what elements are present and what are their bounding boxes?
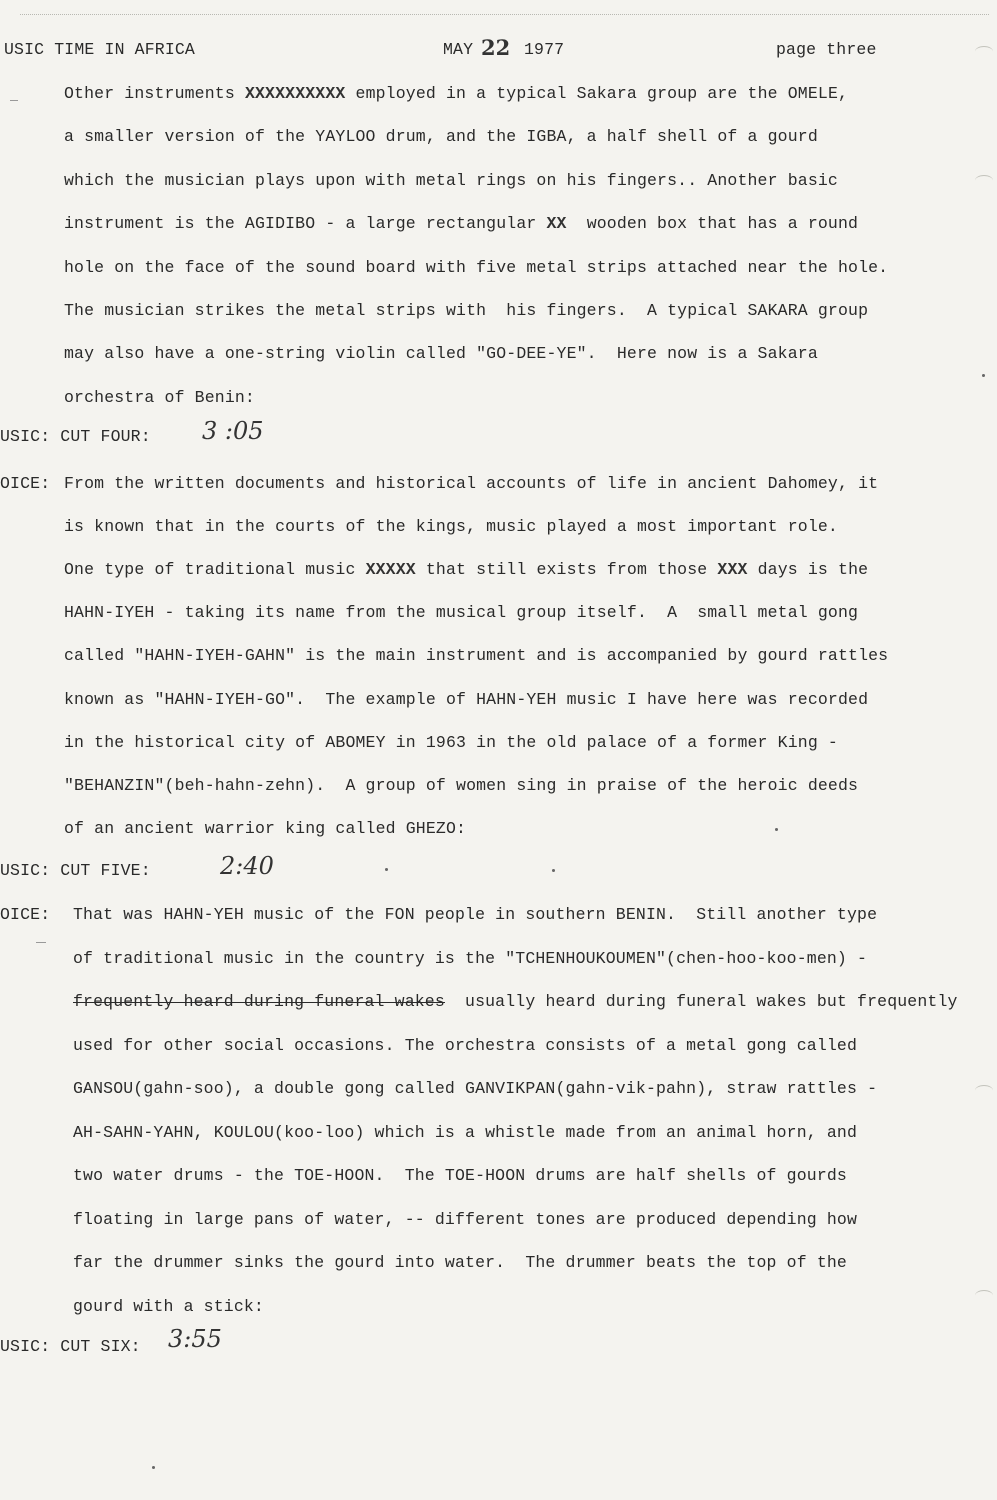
scan-speck: [152, 1466, 155, 1469]
text-line: is known that in the courts of the kings, music played a most important role.: [64, 517, 838, 537]
text-line: called "HAHN-IYEH-GAHN" is the main instrument and is accompanied by gourd rattles: [64, 646, 889, 666]
text-segment: days is the: [747, 560, 869, 580]
text-line: which the musician plays upon with metal rings on his fingers.. Another basic: [64, 170, 838, 190]
typed-over-xs: XXXXXXXXXX: [244, 84, 346, 103]
text-segment: usually heard during funeral wakes but frequently: [444, 992, 958, 1011]
text-line: The musician strikes the metal strips with his fingers. A typical SAKARA group: [64, 301, 869, 320]
text-segment: Other instruments: [64, 84, 245, 103]
struck-out-text: frequently heard during funeral wakes: [73, 992, 445, 1011]
text-line: That was HAHN-YEH music of the FON people in southern BENIN. Still another type: [73, 905, 878, 924]
text-line: [64, 560, 868, 580]
paper-top-edge: [20, 14, 989, 15]
scan-speck: [552, 869, 555, 872]
margin-mark: [36, 942, 46, 943]
binder-hole-mark: [975, 175, 993, 186]
text-line: AH-SAHN-YAHN, KOULOU(koo-loo) which is a whistle made from an animal horn, and: [73, 1122, 858, 1142]
text-line: floating in large pans of water, -- different tones are produced depending how: [73, 1209, 858, 1229]
scan-speck: [982, 374, 985, 377]
text-segment: that still exists from those: [415, 560, 718, 580]
cue-cut-five-time: 2:40: [220, 852, 274, 880]
binder-hole-mark: [975, 46, 993, 57]
voice-label-2: OICE:: [0, 905, 51, 924]
typed-over-xs: XXXXX: [365, 560, 416, 580]
text-line: of an ancient warrior king called GHEZO:: [64, 818, 467, 838]
text-line: orchestra of Benin:: [64, 387, 255, 407]
header-date-prefix: MAY: [443, 40, 474, 59]
cue-cut-four-time: 3 :05: [202, 417, 264, 445]
text-line: far the drummer sinks the gourd into water. The drummer beats the top of the: [73, 1253, 847, 1272]
text-line: of traditional music in the country is the "TCHENHOUKOUMEN"(chen-hoo-koo-men) -: [73, 948, 868, 968]
margin-mark: [10, 100, 18, 101]
text-line: "BEHANZIN"(beh-hahn-zehn). A group of women sing in praise of the heroic deeds: [64, 775, 859, 795]
text-segment: wooden box that has a round: [566, 214, 859, 234]
cue-cut-six-time: 3:55: [168, 1325, 222, 1353]
header-date-year: 1977: [524, 40, 565, 59]
scan-speck: [385, 868, 388, 871]
text-line: [64, 214, 858, 234]
text-segment: instrument is the AGIDIBO - a large rectangular: [64, 214, 547, 234]
text-line: gourd with a stick:: [73, 1296, 264, 1316]
text-line: a smaller version of the YAYLOO drum, and the IGBA, a half shell of a gourd: [64, 127, 818, 147]
music-cue-cut-five: USIC: CUT FIVE:: [0, 861, 151, 880]
text-segment: One type of traditional music: [64, 560, 366, 580]
text-line: in the historical city of ABOMEY in 1963 in the old palace of a former King -: [64, 732, 838, 752]
text-line: hole on the face of the sound board with five metal strips attached near the hole.: [64, 257, 889, 277]
binder-hole-mark: [975, 1085, 993, 1096]
music-cue-cut-four: USIC: CUT FOUR:: [0, 427, 151, 446]
typed-over-xs: XXX: [717, 560, 748, 580]
text-line: GANSOU(gahn-soo), a double gong called GANVIKPAN(gahn-vik-pahn), straw rattles -: [73, 1079, 878, 1098]
text-line: two water drums - the TOE-HOON. The TOE-HOON drums are half shells of gourds: [73, 1166, 847, 1185]
voice-label-1: OICE:: [0, 474, 51, 493]
text-line: may also have a one-string violin called "GO-DEE-YE". Here now is a Sakara: [64, 344, 818, 364]
binder-hole-mark: [975, 1290, 993, 1301]
text-segment: employed in a typical Sakara group are the OMELE,: [345, 84, 849, 103]
text-line: HAHN-IYEH - taking its name from the musical group itself. A small metal gong: [64, 603, 859, 623]
music-cue-cut-six: USIC: CUT SIX:: [0, 1337, 141, 1356]
text-line: [73, 992, 958, 1012]
header-page-number: page three: [776, 40, 877, 59]
header-date-handwritten: 22: [481, 35, 511, 60]
text-line: used for other social occasions. The orchestra consists of a metal gong called: [73, 1035, 858, 1055]
text-line: From the written documents and historical accounts of life in ancient Dahomey, it: [64, 474, 879, 493]
header-title: USIC TIME IN AFRICA: [4, 40, 195, 59]
typed-over-xs: XX: [546, 214, 567, 234]
scan-speck: [775, 828, 778, 831]
text-line: known as "HAHN-IYEH-GO". The example of HAHN-YEH music I have here was recorded: [64, 689, 869, 709]
text-line: [64, 84, 848, 104]
